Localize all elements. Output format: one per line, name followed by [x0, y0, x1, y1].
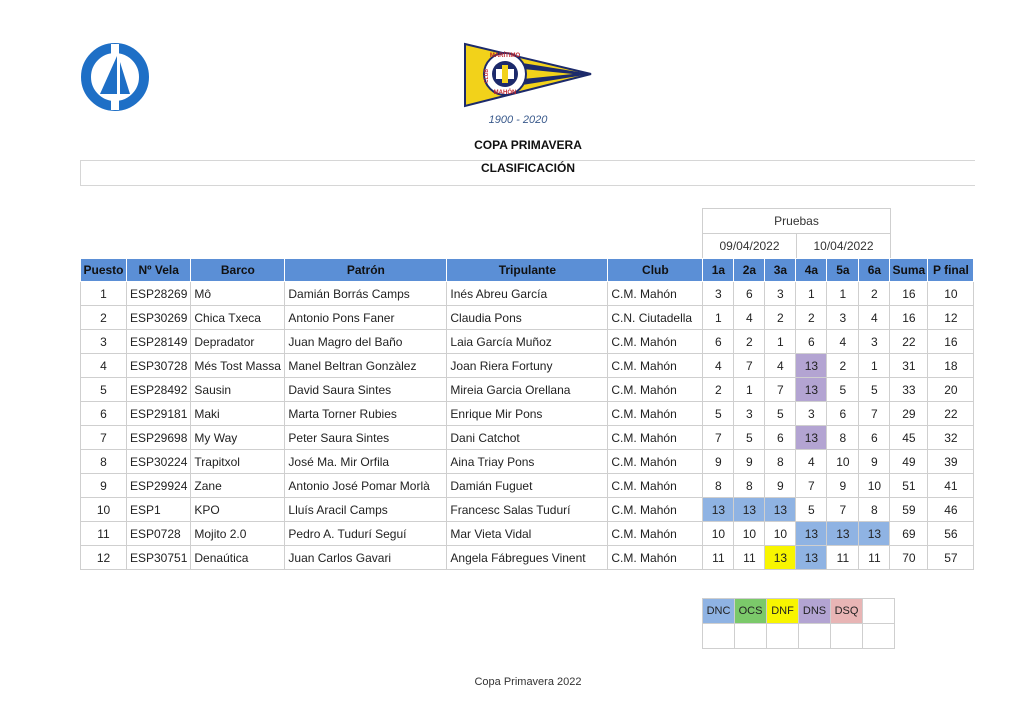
- cell-patron: Antonio Pons Faner: [285, 306, 447, 330]
- cell-tripulante: Aina Triay Pons: [447, 450, 608, 474]
- cell-club: C.M. Mahón: [608, 402, 703, 426]
- cell-patron: Peter Saura Sintes: [285, 426, 447, 450]
- cell-club: C.M. Mahón: [608, 498, 703, 522]
- cell-race-6: 8: [859, 498, 890, 522]
- cell-final: 22: [928, 402, 974, 426]
- cell-race-2: 3: [734, 402, 765, 426]
- cell-barco: Mojito 2.0: [191, 522, 285, 546]
- cell-race-1: 1: [703, 306, 734, 330]
- cell-race-2: 2: [734, 330, 765, 354]
- cell-patron: Juan Carlos Gavari: [285, 546, 447, 570]
- logo-text-left: CLUB: [484, 69, 490, 83]
- cell-race-3: 2: [765, 306, 796, 330]
- cell-tripulante: Francesc Salas Tudurí: [447, 498, 608, 522]
- cell-suma: 45: [890, 426, 928, 450]
- cell-race-5: 5: [827, 378, 859, 402]
- cell-puesto: 5: [81, 378, 127, 402]
- column-header: 2a: [734, 259, 765, 282]
- cell-suma: 16: [890, 282, 928, 306]
- cell-final: 10: [928, 282, 974, 306]
- cell-patron: David Saura Sintes: [285, 378, 447, 402]
- cell-race-6: 11: [859, 546, 890, 570]
- cell-final: 39: [928, 450, 974, 474]
- cell-race-3: 6: [765, 426, 796, 450]
- cell-race-3: 1: [765, 330, 796, 354]
- legend-dnc: DNC: [703, 599, 735, 624]
- cell-puesto: 2: [81, 306, 127, 330]
- cell-tripulante: Mireia Garcia Orellana: [447, 378, 608, 402]
- cell-race-3: 8: [765, 450, 796, 474]
- column-header: 1a: [703, 259, 734, 282]
- table-row: [81, 282, 974, 306]
- cell-race-4: 7: [796, 474, 827, 498]
- column-header: Barco: [191, 259, 285, 282]
- table-row: [81, 306, 974, 330]
- cell-final: 12: [928, 306, 974, 330]
- cell-barco: Chica Txeca: [191, 306, 285, 330]
- cell-club: C.M. Mahón: [608, 354, 703, 378]
- cell-patron: Lluís Aracil Camps: [285, 498, 447, 522]
- legend-dnf: DNF: [767, 599, 799, 624]
- cell-race-4: 13: [796, 378, 827, 402]
- cell-puesto: 9: [81, 474, 127, 498]
- column-header: 6a: [859, 259, 890, 282]
- cell-race-6: 7: [859, 402, 890, 426]
- column-header: 4a: [796, 259, 827, 282]
- logo-text-top: MARÍTIMO: [489, 53, 521, 59]
- table-row: [81, 330, 974, 354]
- table-row: [81, 402, 974, 426]
- cell-race-4: 5: [796, 498, 827, 522]
- cell-barco: KPO: [191, 498, 285, 522]
- date-day-1: 09/04/2022: [703, 234, 797, 259]
- cell-race-6: 3: [859, 330, 890, 354]
- cell-race-6: 6: [859, 426, 890, 450]
- column-header: Patrón: [285, 259, 447, 282]
- cell-race-2: 11: [734, 546, 765, 570]
- sailboat-ring-icon: [80, 42, 150, 112]
- page-subtitle: CLASIFICACIÓN: [481, 161, 575, 175]
- cell-race-4: 4: [796, 450, 827, 474]
- page-footer: Copa Primavera 2022: [474, 676, 582, 688]
- cell-club: C.M. Mahón: [608, 378, 703, 402]
- column-header: Club: [608, 259, 703, 282]
- cell-race-2: 1: [734, 378, 765, 402]
- cell-tripulante: Claudia Pons: [447, 306, 608, 330]
- cell-vela: ESP28269: [127, 282, 191, 306]
- cell-vela: ESP0728: [127, 522, 191, 546]
- cell-race-2: 5: [734, 426, 765, 450]
- column-header: Tripulante: [447, 259, 608, 282]
- cell-suma: 59: [890, 498, 928, 522]
- cell-race-3: 3: [765, 282, 796, 306]
- legend-dsq: DSQ: [831, 599, 863, 624]
- legend-empty-cell: [799, 624, 831, 649]
- cell-barco: Maki: [191, 402, 285, 426]
- cell-club: C.M. Mahón: [608, 546, 703, 570]
- cell-race-2: 8: [734, 474, 765, 498]
- table-row: [81, 450, 974, 474]
- cell-vela: ESP30728: [127, 354, 191, 378]
- cell-puesto: 7: [81, 426, 127, 450]
- cell-race-6: 2: [859, 282, 890, 306]
- pruebas-label: Pruebas: [703, 209, 891, 234]
- cell-patron: Damián Borrás Camps: [285, 282, 447, 306]
- cell-race-3: 10: [765, 522, 796, 546]
- cell-barco: Trapitxol: [191, 450, 285, 474]
- cell-barco: My Way: [191, 426, 285, 450]
- cell-club: C.M. Mahón: [608, 330, 703, 354]
- page-title: COPA PRIMAVERA: [474, 138, 582, 152]
- cell-vela: ESP30751: [127, 546, 191, 570]
- cell-barco: Denaútica: [191, 546, 285, 570]
- cell-final: 16: [928, 330, 974, 354]
- cell-final: 32: [928, 426, 974, 450]
- cell-patron: José Ma. Mir Orfila: [285, 450, 447, 474]
- penalty-legend: [702, 598, 895, 649]
- cell-race-3: 13: [765, 546, 796, 570]
- cell-suma: 22: [890, 330, 928, 354]
- cell-barco: Depradator: [191, 330, 285, 354]
- column-header: 5a: [827, 259, 859, 282]
- cell-final: 20: [928, 378, 974, 402]
- cell-patron: Juan Magro del Baño: [285, 330, 447, 354]
- cell-suma: 33: [890, 378, 928, 402]
- cell-vela: ESP29698: [127, 426, 191, 450]
- cell-race-6: 5: [859, 378, 890, 402]
- cell-race-5: 6: [827, 402, 859, 426]
- cell-race-5: 11: [827, 546, 859, 570]
- cell-race-5: 9: [827, 474, 859, 498]
- cell-race-2: 9: [734, 450, 765, 474]
- cell-tripulante: Laia García Muñoz: [447, 330, 608, 354]
- cell-race-1: 2: [703, 378, 734, 402]
- cell-tripulante: Mar Vieta Vidal: [447, 522, 608, 546]
- column-header: P final: [928, 259, 974, 282]
- cell-puesto: 11: [81, 522, 127, 546]
- cell-puesto: 8: [81, 450, 127, 474]
- cell-race-4: 13: [796, 546, 827, 570]
- cell-puesto: 6: [81, 402, 127, 426]
- cell-tripulante: Dani Catchot: [447, 426, 608, 450]
- cell-race-4: 13: [796, 522, 827, 546]
- table-row: [81, 498, 974, 522]
- cell-race-5: 1: [827, 282, 859, 306]
- cell-race-4: 6: [796, 330, 827, 354]
- cell-barco: Zane: [191, 474, 285, 498]
- cell-race-3: 13: [765, 498, 796, 522]
- cell-final: 46: [928, 498, 974, 522]
- cell-suma: 70: [890, 546, 928, 570]
- cell-club: C.M. Mahón: [608, 474, 703, 498]
- cell-race-5: 8: [827, 426, 859, 450]
- cell-race-6: 9: [859, 450, 890, 474]
- cell-race-1: 5: [703, 402, 734, 426]
- table-row: [81, 522, 974, 546]
- club-years: 1900 - 2020: [488, 114, 548, 126]
- cell-puesto: 3: [81, 330, 127, 354]
- cell-tripulante: Inés Abreu García: [447, 282, 608, 306]
- cell-vela: ESP30269: [127, 306, 191, 330]
- cell-suma: 49: [890, 450, 928, 474]
- column-header: Suma: [890, 259, 928, 282]
- cell-patron: Marta Torner Rubies: [285, 402, 447, 426]
- cell-puesto: 4: [81, 354, 127, 378]
- cell-race-5: 3: [827, 306, 859, 330]
- table-row: [81, 474, 974, 498]
- cell-puesto: 12: [81, 546, 127, 570]
- cell-race-1: 11: [703, 546, 734, 570]
- cell-race-5: 10: [827, 450, 859, 474]
- cell-barco: Mô: [191, 282, 285, 306]
- legend-empty-cell: [767, 624, 799, 649]
- cell-race-4: 13: [796, 354, 827, 378]
- table-row: [81, 378, 974, 402]
- cell-race-4: 1: [796, 282, 827, 306]
- cell-puesto: 10: [81, 498, 127, 522]
- cell-barco: Sausin: [191, 378, 285, 402]
- legend-dns: DNS: [799, 599, 831, 624]
- cell-puesto: 1: [81, 282, 127, 306]
- cell-race-5: 7: [827, 498, 859, 522]
- table-row: [81, 426, 974, 450]
- cell-race-2: 6: [734, 282, 765, 306]
- cell-race-6: 4: [859, 306, 890, 330]
- column-header: Puesto: [81, 259, 127, 282]
- column-header: Nº Vela: [127, 259, 191, 282]
- cell-race-4: 13: [796, 426, 827, 450]
- cell-suma: 69: [890, 522, 928, 546]
- pruebas-header: [702, 208, 891, 259]
- date-day-2: 10/04/2022: [797, 234, 891, 259]
- cell-final: 18: [928, 354, 974, 378]
- cell-patron: Manel Beltran Gonzàlez: [285, 354, 447, 378]
- cell-race-3: 9: [765, 474, 796, 498]
- cell-tripulante: Enrique Mir Pons: [447, 402, 608, 426]
- cell-patron: Antonio José Pomar Morlà: [285, 474, 447, 498]
- legend-empty-cell: [735, 624, 767, 649]
- legend-ocs: OCS: [735, 599, 767, 624]
- cell-final: 57: [928, 546, 974, 570]
- logo-text-bottom: MAHÓN: [493, 90, 517, 96]
- cell-race-1: 7: [703, 426, 734, 450]
- cell-vela: ESP28149: [127, 330, 191, 354]
- cell-race-6: 1: [859, 354, 890, 378]
- cell-race-2: 13: [734, 498, 765, 522]
- cell-race-2: 4: [734, 306, 765, 330]
- results-table: [80, 258, 974, 570]
- cell-race-5: 2: [827, 354, 859, 378]
- table-header-row: [81, 259, 974, 282]
- cell-race-4: 3: [796, 402, 827, 426]
- cell-final: 56: [928, 522, 974, 546]
- legend-empty-cell: [703, 624, 735, 649]
- cell-race-1: 10: [703, 522, 734, 546]
- cell-tripulante: Joan Riera Fortuny: [447, 354, 608, 378]
- cell-barco: Més Tost Massa: [191, 354, 285, 378]
- cell-race-5: 4: [827, 330, 859, 354]
- table-row: [81, 354, 974, 378]
- cell-club: C.N. Ciutadella: [608, 306, 703, 330]
- table-row: [81, 546, 974, 570]
- cell-race-3: 7: [765, 378, 796, 402]
- cell-vela: ESP29181: [127, 402, 191, 426]
- club-pennant-icon: [463, 40, 593, 112]
- cell-race-1: 3: [703, 282, 734, 306]
- cell-vela: ESP1: [127, 498, 191, 522]
- cell-tripulante: Damián Fuguet: [447, 474, 608, 498]
- cell-vela: ESP28492: [127, 378, 191, 402]
- column-header: 3a: [765, 259, 796, 282]
- legend-empty-cell: [863, 599, 895, 624]
- cell-race-2: 7: [734, 354, 765, 378]
- cell-patron: Pedro A. Tudurí Seguí: [285, 522, 447, 546]
- cell-club: C.M. Mahón: [608, 282, 703, 306]
- cell-race-1: 8: [703, 474, 734, 498]
- cell-final: 41: [928, 474, 974, 498]
- cell-race-3: 4: [765, 354, 796, 378]
- cell-race-1: 13: [703, 498, 734, 522]
- cell-vela: ESP30224: [127, 450, 191, 474]
- legend-empty-cell: [831, 624, 863, 649]
- cell-race-1: 9: [703, 450, 734, 474]
- cell-club: C.M. Mahón: [608, 450, 703, 474]
- cell-club: C.M. Mahón: [608, 426, 703, 450]
- cell-race-6: 10: [859, 474, 890, 498]
- cell-race-4: 2: [796, 306, 827, 330]
- cell-race-1: 6: [703, 330, 734, 354]
- cell-race-2: 10: [734, 522, 765, 546]
- cell-suma: 31: [890, 354, 928, 378]
- cell-race-3: 5: [765, 402, 796, 426]
- cell-tripulante: Angela Fábregues Vinent: [447, 546, 608, 570]
- legend-empty-cell: [863, 624, 895, 649]
- cell-race-5: 13: [827, 522, 859, 546]
- cell-race-6: 13: [859, 522, 890, 546]
- cell-vela: ESP29924: [127, 474, 191, 498]
- cell-club: C.M. Mahón: [608, 522, 703, 546]
- cell-suma: 16: [890, 306, 928, 330]
- cell-race-1: 4: [703, 354, 734, 378]
- cell-suma: 29: [890, 402, 928, 426]
- cell-suma: 51: [890, 474, 928, 498]
